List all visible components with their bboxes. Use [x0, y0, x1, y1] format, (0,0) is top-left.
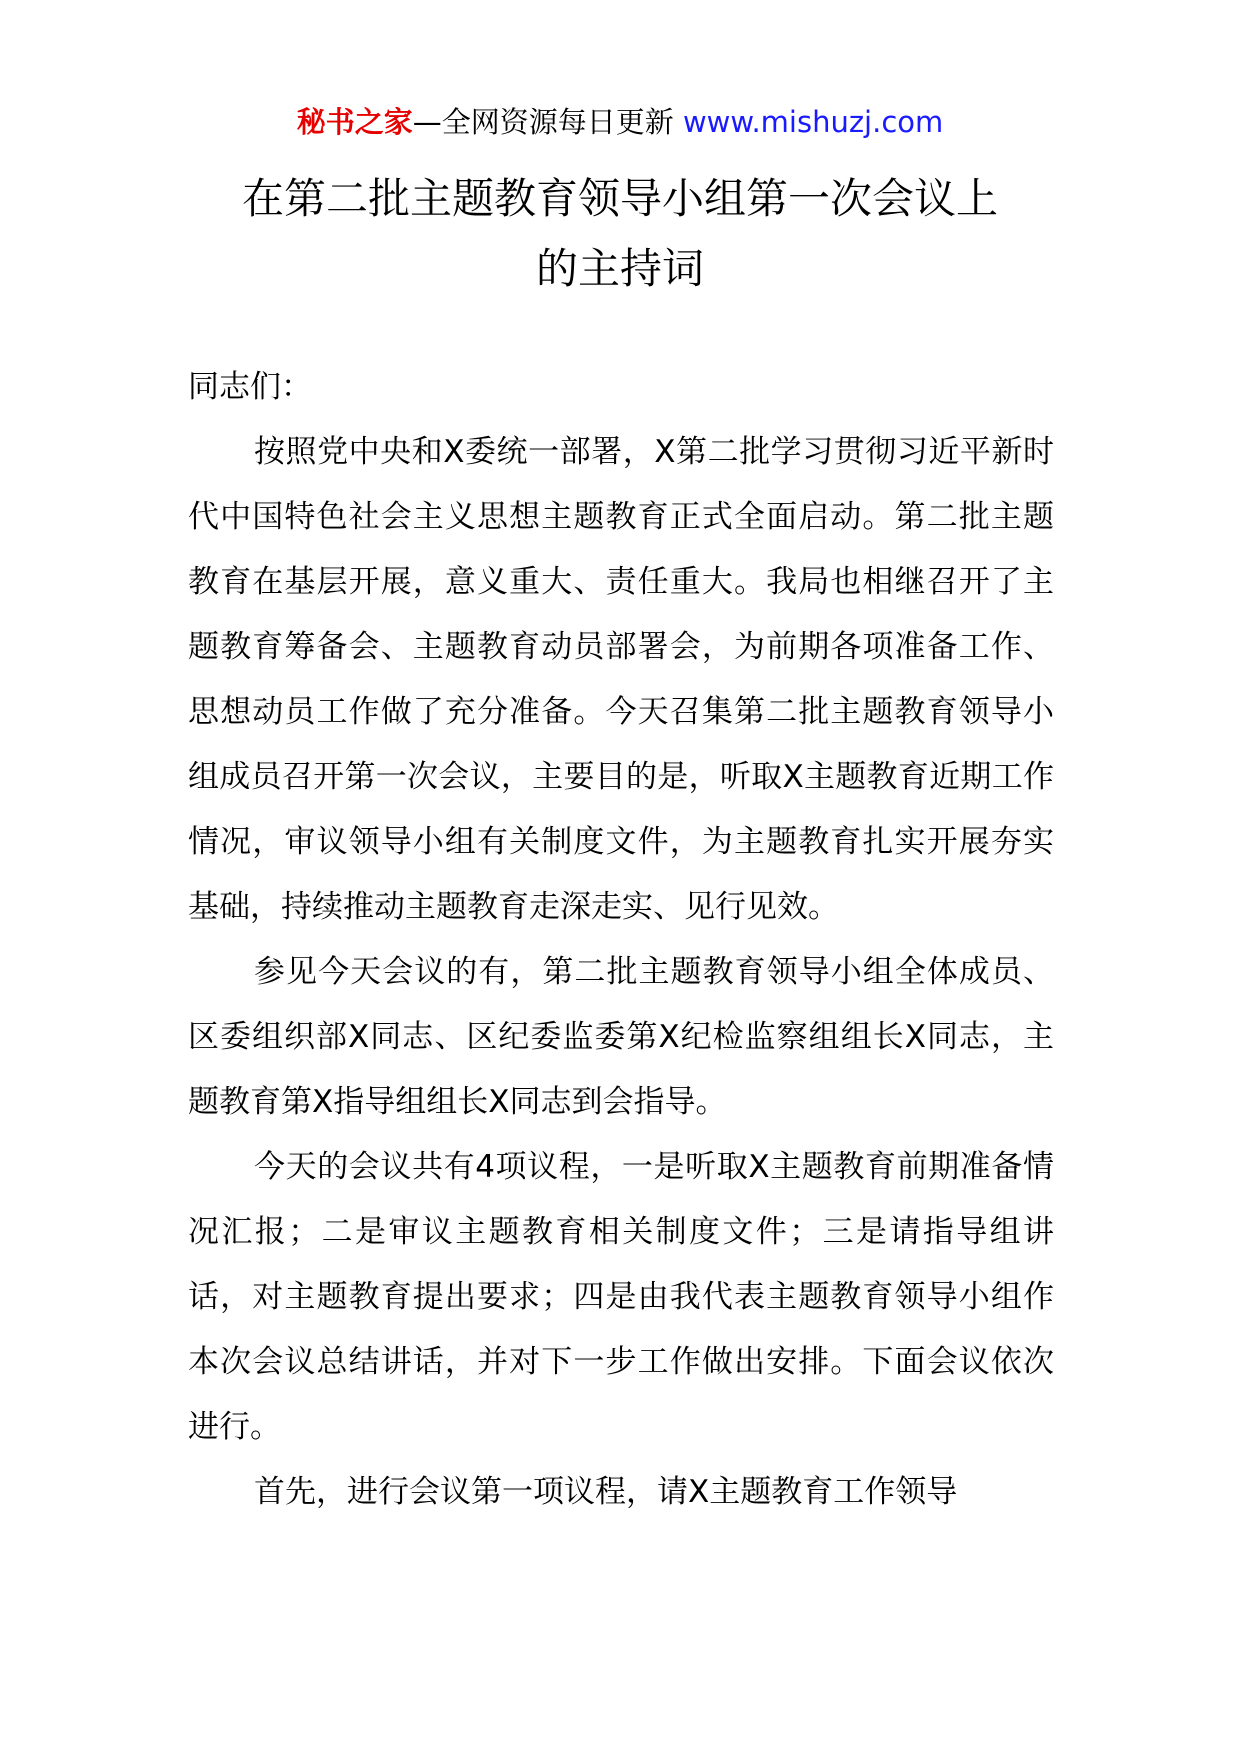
site-banner — [0, 102, 1240, 142]
salutation: 同志们： — [188, 369, 312, 405]
title-line-2: 的主持词 — [535, 244, 704, 293]
site-url[interactable]: www.mishuzj.com — [682, 105, 944, 139]
brand-name: 秘书之家 — [296, 105, 413, 139]
paragraph-4: 首先，进行会议第一项议程，请X主题教育工作领导 — [254, 1474, 958, 1510]
document-body — [188, 355, 1054, 1525]
paragraph-3: 今天的会议共有4项议程，一是听取X主题教育前期准备情况汇报；二是审议主题教育相关制度文件；三是请指导组讲话，对主题教育提出要求；四是由我代表主题教育领导小组作本次会议总结讲话，并对下一步工作做出安排。下面会议依次进行。 — [188, 1149, 1054, 1445]
paragraph-1: 按照党中央和X委统一部署，X第二批学习贯彻习近平新时代中国特色社会主义思想主题教育正式全面启动。第二批主题教育在基层开展，意义重大、责任重大。我局也相继召开了主题教育筹备会、主题教育动员部署会，为前期各项准备工作、思想动员工作做了充分准备。今天召集第二批主题教育领导小组成员召开第一次会议，主要目的是，听取X主题教育近期工作情况，审议领导小组有关制度文件，为主题教育扎实开展夯实基础，持续推动主题教育走深走实、见行见效。 — [188, 434, 1054, 925]
paragraph-2: 参见今天会议的有，第二批主题教育领导小组全体成员、区委组织部X同志、区纪委监委第X纪检监察组组长X同志，主题教育第X指导组组长X同志到会指导。 — [188, 954, 1054, 1120]
banner-tagline: —全网资源每日更新 — [412, 105, 674, 139]
title-line-1: 在第二批主题教育领导小组第一次会议上 — [241, 174, 998, 223]
document-title — [0, 164, 1240, 304]
